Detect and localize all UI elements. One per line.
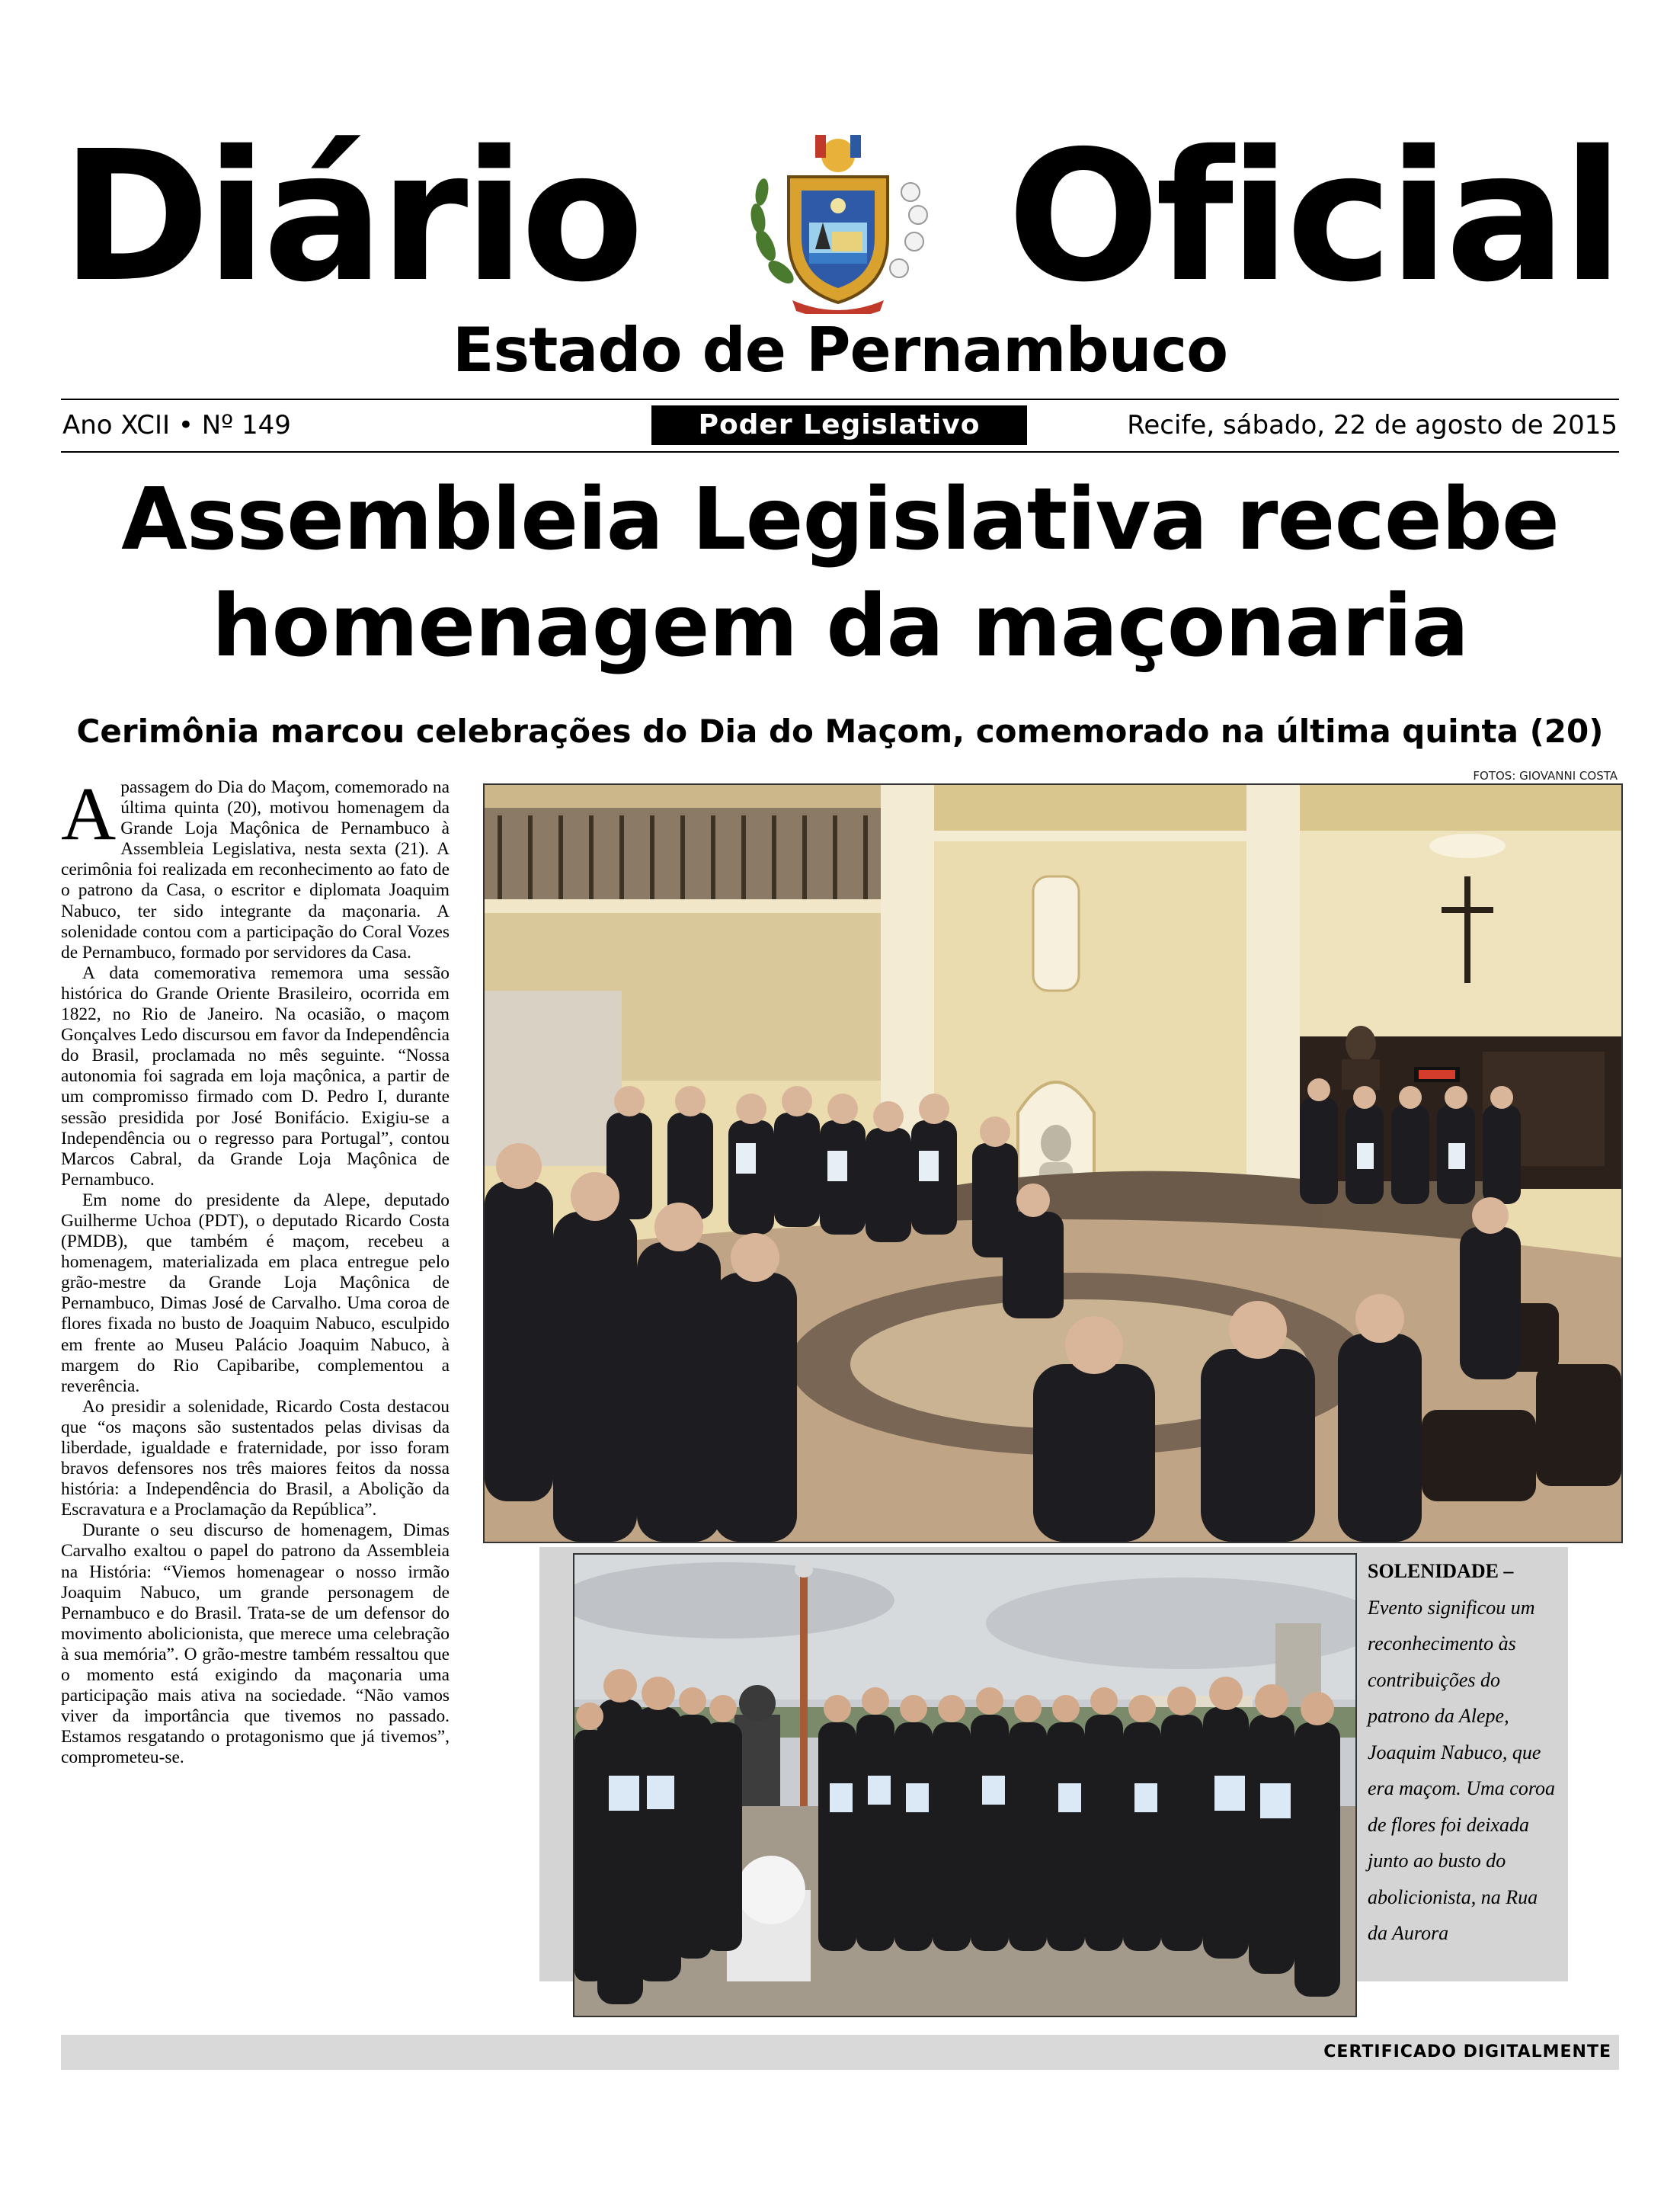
article-paragraph: Ao presidir a solenidade, Ricardo Costa destacou que “os maçons são sustentados pelas divisas da liberdade, igualdade e fraternidade, por isso foram bravos defensores nos três maiores feitos da nossa história: a Independência do Brasil, a Abolição da Escravatura e a Proclamação da República”. [61, 1396, 450, 1520]
issue-date: Recife, sábado, 22 de agosto de 2015 [1127, 410, 1618, 440]
coat-of-arms-icon [724, 131, 952, 314]
photo-credit: FOTOS: GIOVANNI COSTA [1473, 769, 1618, 783]
article-paragraph: Em nome do presidente da Alepe, deputado Guilherme Uchoa (PDT), o deputado Ricardo Costa (PMDB), que também é maçom, recebeu a homenagem, materializada em placa entregue pelo grão-mestre da Grande Loja Maçônica de Pernambuco, Dimas José de Carvalho. Uma coroa de flores fixada no busto de Joaquim Nabuco, esculpido em frente ao Museu Palácio Joaquim Nabuco, à margem do Rio Capibaribe, complementou a reverência. [61, 1190, 450, 1396]
masthead-title-left: Diário [61, 112, 640, 322]
article-paragraph-text: passagem do Dia do Maçom, comemorado na última quinta (20), motivou homenagem da Grande Loja Maçônica de Pernambuco à Assembleia Legislativa, nesta sexta (21). A cerimônia foi realizada em reconhecimento ao fato de o patrono da Casa, o escritor e diplomata Joaquim Nabuco, ter sido integrante da maçonaria. A solenidade contou com a participação do Coral Vozes de Pernambuco, formado por servidores da Casa. [61, 777, 450, 963]
masthead-state: Estado de Pernambuco [452, 315, 1228, 386]
caption-text: Evento significou um reconhecimento às contribuições do patrono da Alepe, Joaquim Nabuco, que era maçom. Uma coroa de flores foi deixada junto ao busto do abolicionista, na Rua da Aurora [1368, 1596, 1555, 1944]
article-paragraph: Durante o seu discurso de homenagem, Dimas Carvalho exaltou o papel do patrono da Assembleia na História: “Viemos homenagear o nosso irmão Joaquim Nabuco, um grande personagem de Pernambuco e do Brasil. Trata-se de um defensor do movimento abolicionista, que merece uma celebração à sua memória”. O grão-mestre também ressaltou que o momento está exigindo da maçonaria uma participação mais ativa na sociedade. “Não vamos viver da importância que tivemos no passado. Estamos resgatando o protagonismo que já tivemos”, comprometeu-se. [61, 1520, 450, 1768]
headline-line-2: homenagem da maçonaria [211, 577, 1469, 676]
article-body [61, 771, 450, 2004]
outdoor-ceremony-photo-image [574, 1555, 1355, 2016]
chamber-photo-image [485, 785, 1621, 1542]
chamber-photo [483, 783, 1623, 1543]
top-divider [61, 399, 1619, 400]
article-paragraph [61, 771, 450, 963]
issue-number: Ano XCII • Nº 149 [62, 410, 291, 440]
headline-line-1: Assembleia Legislativa recebe [121, 470, 1559, 569]
photo-caption [1368, 1553, 1558, 1952]
outdoor-ceremony-photo [573, 1553, 1357, 2017]
article-paragraph: A data comemorativa rememora uma sessão histórica do Grande Oriente Brasileiro, ocorrida em 1822, no Rio de Janeiro. Na ocasião, o maçom Gonçalves Ledo discursou em favor da Independência do Brasil, proclamada no mês seguinte. “Nossa autonomia foi sagrada em loja maçônica, a partir de um compromisso firmado com D. Pedro I, durante sessão presidida por José Bonifácio. Exigiu-se a Independência ou o regresso para Portugal”, contou Marcos Cabral, da Grande Loja Maçônica de Pernambuco. [61, 963, 450, 1190]
subheadline: Cerimônia marcou celebrações do Dia do Maçom, comemorado na última quinta (20) [76, 713, 1604, 750]
section-label: Poder Legislativo [651, 405, 1027, 445]
drop-cap: A [61, 771, 117, 856]
headline [0, 466, 1680, 680]
caption-title: SOLENIDADE – [1368, 1560, 1514, 1582]
masthead [61, 112, 1619, 322]
masthead-title-right: Oficial [1006, 112, 1619, 322]
certified-label: CERTIFICADO DIGITALMENTE [1323, 2042, 1611, 2061]
bottom-divider [61, 451, 1619, 453]
